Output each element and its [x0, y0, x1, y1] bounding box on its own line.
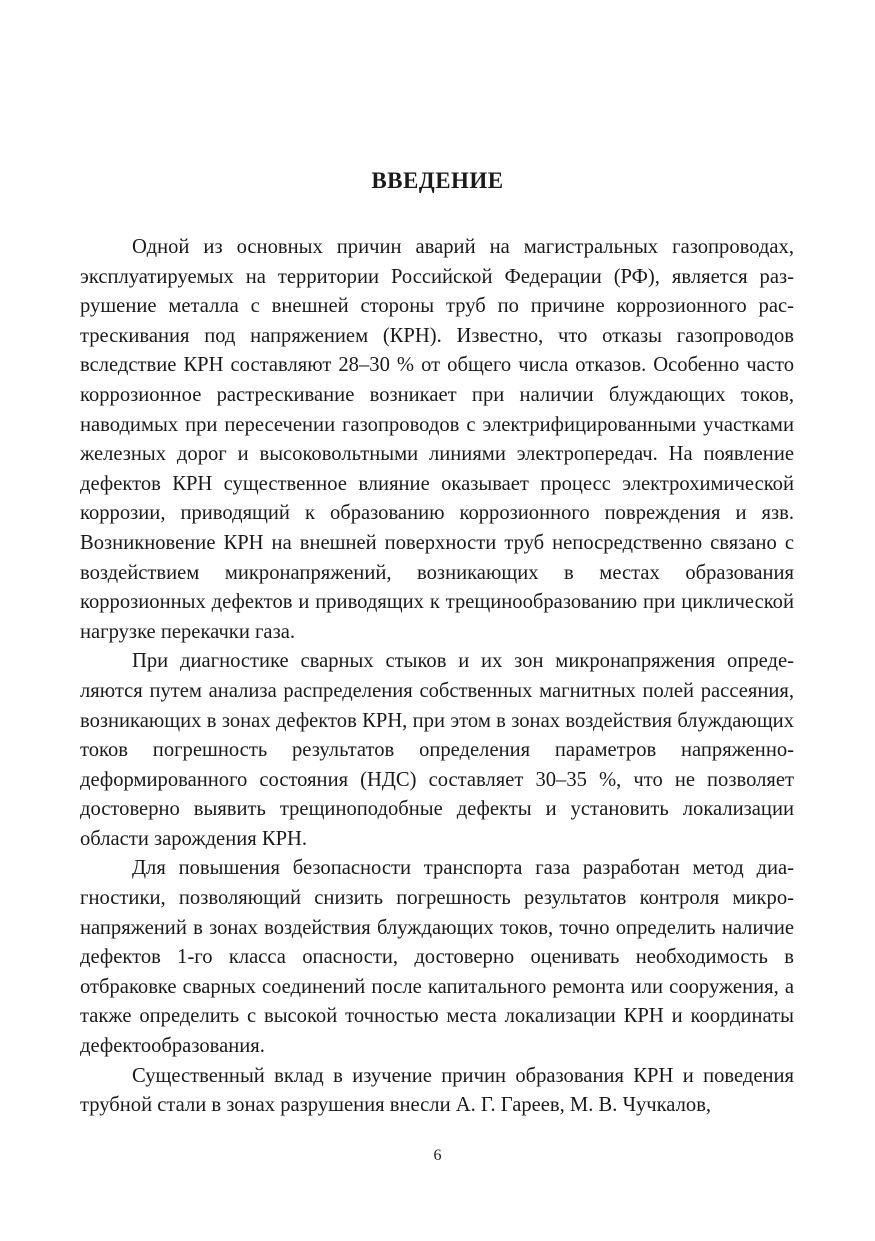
body-text: [80, 233, 794, 1121]
paragraph-1: Одной из основных причин аварий на магистральных газопроводах, эксплуатируемых на территории Российской Федерации (РФ), является разрушение металла с внешней стороны труб по причине коррозионного растрескивания под напряжением (КРН). Известно, что отказы газопроводов вследствие КРН составляют 28–30 % от общего числа отказов. Особенно часто коррозионное растрескивание возникает при наличии блуждающих токов, наводимых при пересечении газопроводов с электрифицированными участками железных дорог и высоковольтными линиями электропередач. На появление дефектов КРН существенное влияние оказывает процесс электрохимической коррозии, приводящий к образованию коррозионного повреждения и язв. Возникновение КРН на внешней поверхности труб непосредственно связано с воздействием микронапряжений, возникающих в местах образования коррозионных дефектов и приводящих к трещинообразованию при циклической нагрузке перекачки газа.: [80, 236, 794, 643]
paragraph-2: При диагностике сварных стыков и их зон микронапряжения определяются путем анализа распределения собственных магнитных полей рассеяния, возникающих в зонах дефектов КРН, при этом в зонах воздействия блуждающих токов погрешность результатов определения параметров напряженно-деформированного состояния (НДС) составляет 30–35 %, что не позволяет достоверно выявить трещиноподобные дефекты и установить локализации области зарождения КРН.: [80, 650, 794, 850]
paragraph-4: Существенный вклад в изучение причин образования КРН и поведения трубной стали в зонах разрушения внесли А. Г. Гареев, М. В. Чучкалов,: [80, 1064, 794, 1117]
paragraph-3: Для повышения безопасности транспорта газа разработан метод диагностики, позволяющий снизить погрешность результатов контроля микронапряжений в зонах воздействия блуждающих токов, точно определить наличие дефектов 1-го класса опасности, достоверно оценивать необходимость в отбраковке сварных соединений после капитального ремонта или сооружения, а также определить с высокой точностью места локализации КРН и координаты дефектообразования.: [80, 857, 794, 1058]
page-number: 6: [433, 1147, 442, 1164]
page-title: ВВЕДЕНИЕ: [371, 168, 504, 193]
